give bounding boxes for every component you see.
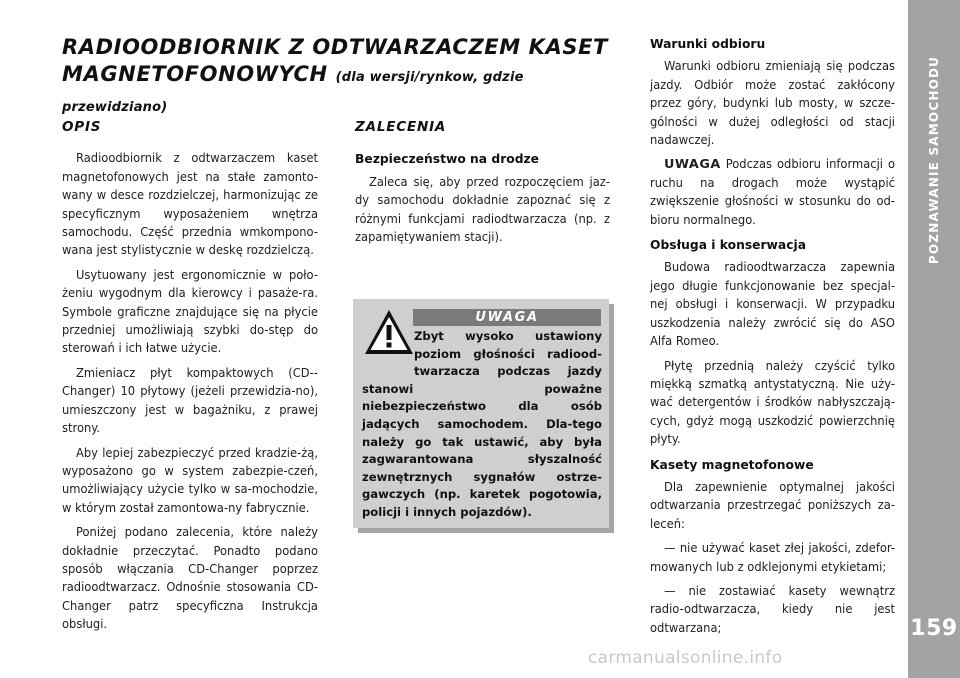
heading-warunki: Warunki odbioru bbox=[650, 37, 766, 51]
zalecenia-paragraph: Zaleca się, aby przed rozpoczęciem jaz-dy samochodu dokładnie zapoznać się z różnymi funkcjami radiodtwarzacza (np. z zapamiętywaniem stacji). bbox=[355, 174, 610, 246]
watermark: carmanualsonline.info bbox=[588, 648, 783, 668]
title-subtitle: (dla wersji/rynkow, gdzie przewidziano) bbox=[62, 70, 524, 115]
kasety-paragraph-3: — nie zostawiać kasety wewnątrz radio-odtwarzacza, kiedy nie jest odtwarzana; bbox=[650, 583, 895, 636]
heading-kasety: Kasety magnetofonowe bbox=[650, 457, 814, 472]
column-zalecenia bbox=[355, 118, 610, 253]
section-label-text: POZNAWANIE SAMOCHODU bbox=[927, 55, 941, 265]
obsluga-paragraph-1: Budowa radioodtwarzacza zapewnia jego długie funkcjonowanie bez specjal-nej obsługi i konserwacji. W przypadku uszkodzenia należy zwrócić się do ASO Alfa Romeo. bbox=[650, 260, 895, 350]
warunki-paragraph: Warunki odbioru zmieniają się podczas jazdy. Odbiór może zostać zakłócony przez góry, budynki lub mosty, w szcze-gólności w dużej odległości od stacji nadawczej. bbox=[650, 59, 895, 149]
warning-text: Zbyt wysoko ustawiony poziom głośności radiood-twarzacza podczas jazdy stanowi poważne niebezpieczeństwo dla osób jadących samochodem. Dla-tego należy go tak ustawić, aby była zagwarantowana słyszalność zewnętrznych sygnałów ostrze-gawczych (np. karetek pogotowia, policji i innych pojazdów). bbox=[362, 329, 602, 519]
page-number: 159 bbox=[910, 616, 958, 641]
kasety-paragraph-2: — nie używać kaset złej jakości, zdefor-mowanych lub z odklejonymi etykietami; bbox=[650, 541, 895, 575]
subheading-bezpieczenstwo: Bezpieczeństwo na drodze bbox=[355, 152, 540, 167]
heading-obsluga: Obsługa i konserwacja bbox=[650, 238, 807, 253]
column-opis bbox=[62, 118, 318, 641]
warunki-note bbox=[650, 156, 895, 230]
heading-opis: OPIS bbox=[62, 119, 102, 135]
title-line-1: RADIOODBIORNIK Z ODTWARZACZEM KASET bbox=[62, 35, 608, 59]
column-right bbox=[650, 35, 895, 644]
title-line-2 bbox=[62, 61, 622, 121]
opis-paragraph-1: Radioodbiornik z odtwarzaczem kaset magnetofonowych jest na stałe zamonto-wany w desce rozdzielczej, harmonizując ze specyficznym wyposażeniem wnętrza samochodu. Część przednia wmkompono-wana jest stylistycznie w deskę rozdzielczą. bbox=[62, 151, 318, 259]
warning-box bbox=[353, 299, 609, 528]
obsluga-paragraph-2: Płytę przednią należy czyścić tylko miękką szmatką antystatyczną. Nie uży-wać detergentów i środków nabłyszczają-cych, gdyż mogą uszkodzić powierzchnię płyty. bbox=[650, 358, 895, 448]
section-label bbox=[908, 40, 960, 280]
warunki-note-text: Podczas odbioru informacji o ruchu na drogach może wystąpić zwiększenie głośności w stosunku do od-bioru normalnego. bbox=[650, 157, 895, 228]
warning-badge: UWAGA bbox=[413, 309, 601, 326]
opis-paragraph-2: Usytuowany jest ergonomicznie w poło-żeniu wygodnym dla kierowcy i pasaże-ra. Symbole graficzne znajdujące się na płycie przedniej umożliwiają szybki do-stęp do sterowań i ich łatwe użycie. bbox=[62, 267, 318, 357]
kasety-paragraph-1: Dla zapewnienie optymalnej jakości odtwarzania przestrzegać poniższych za-leceń: bbox=[650, 479, 895, 532]
title-line-2-main: MAGNETOFONOWYCH bbox=[62, 62, 328, 86]
warning-text-block bbox=[362, 328, 602, 522]
opis-paragraph-5: Poniżej podano zalecenia, które należy dokładnie przeczytać. Ponadto podano sposób włączania CD-Changer poprzez radioodtwarzacz. Odnośnie stosowania CD-Changer patrz specyficzna Instrukcja obsługi. bbox=[62, 525, 318, 633]
opis-paragraph-3: Zmieniacz płyt kompaktowych (CD--Changer) 10 płytowy (jeżeli przewidzia-no), umieszczony jest w bagażniku, z prawej strony. bbox=[62, 365, 318, 437]
heading-zalecenia: ZALECENIA bbox=[355, 119, 447, 135]
page-title bbox=[62, 34, 622, 121]
opis-paragraph-4: Aby lepiej zabezpieczyć przed kradzie-żą, wyposażono go w system zabezpie-czeń, umożliwiający użycie tylko w sa-mochodzie, w którym został zamontowa-ny fabrycznie. bbox=[62, 445, 318, 516]
warunki-note-label: UWAGA bbox=[664, 157, 721, 173]
